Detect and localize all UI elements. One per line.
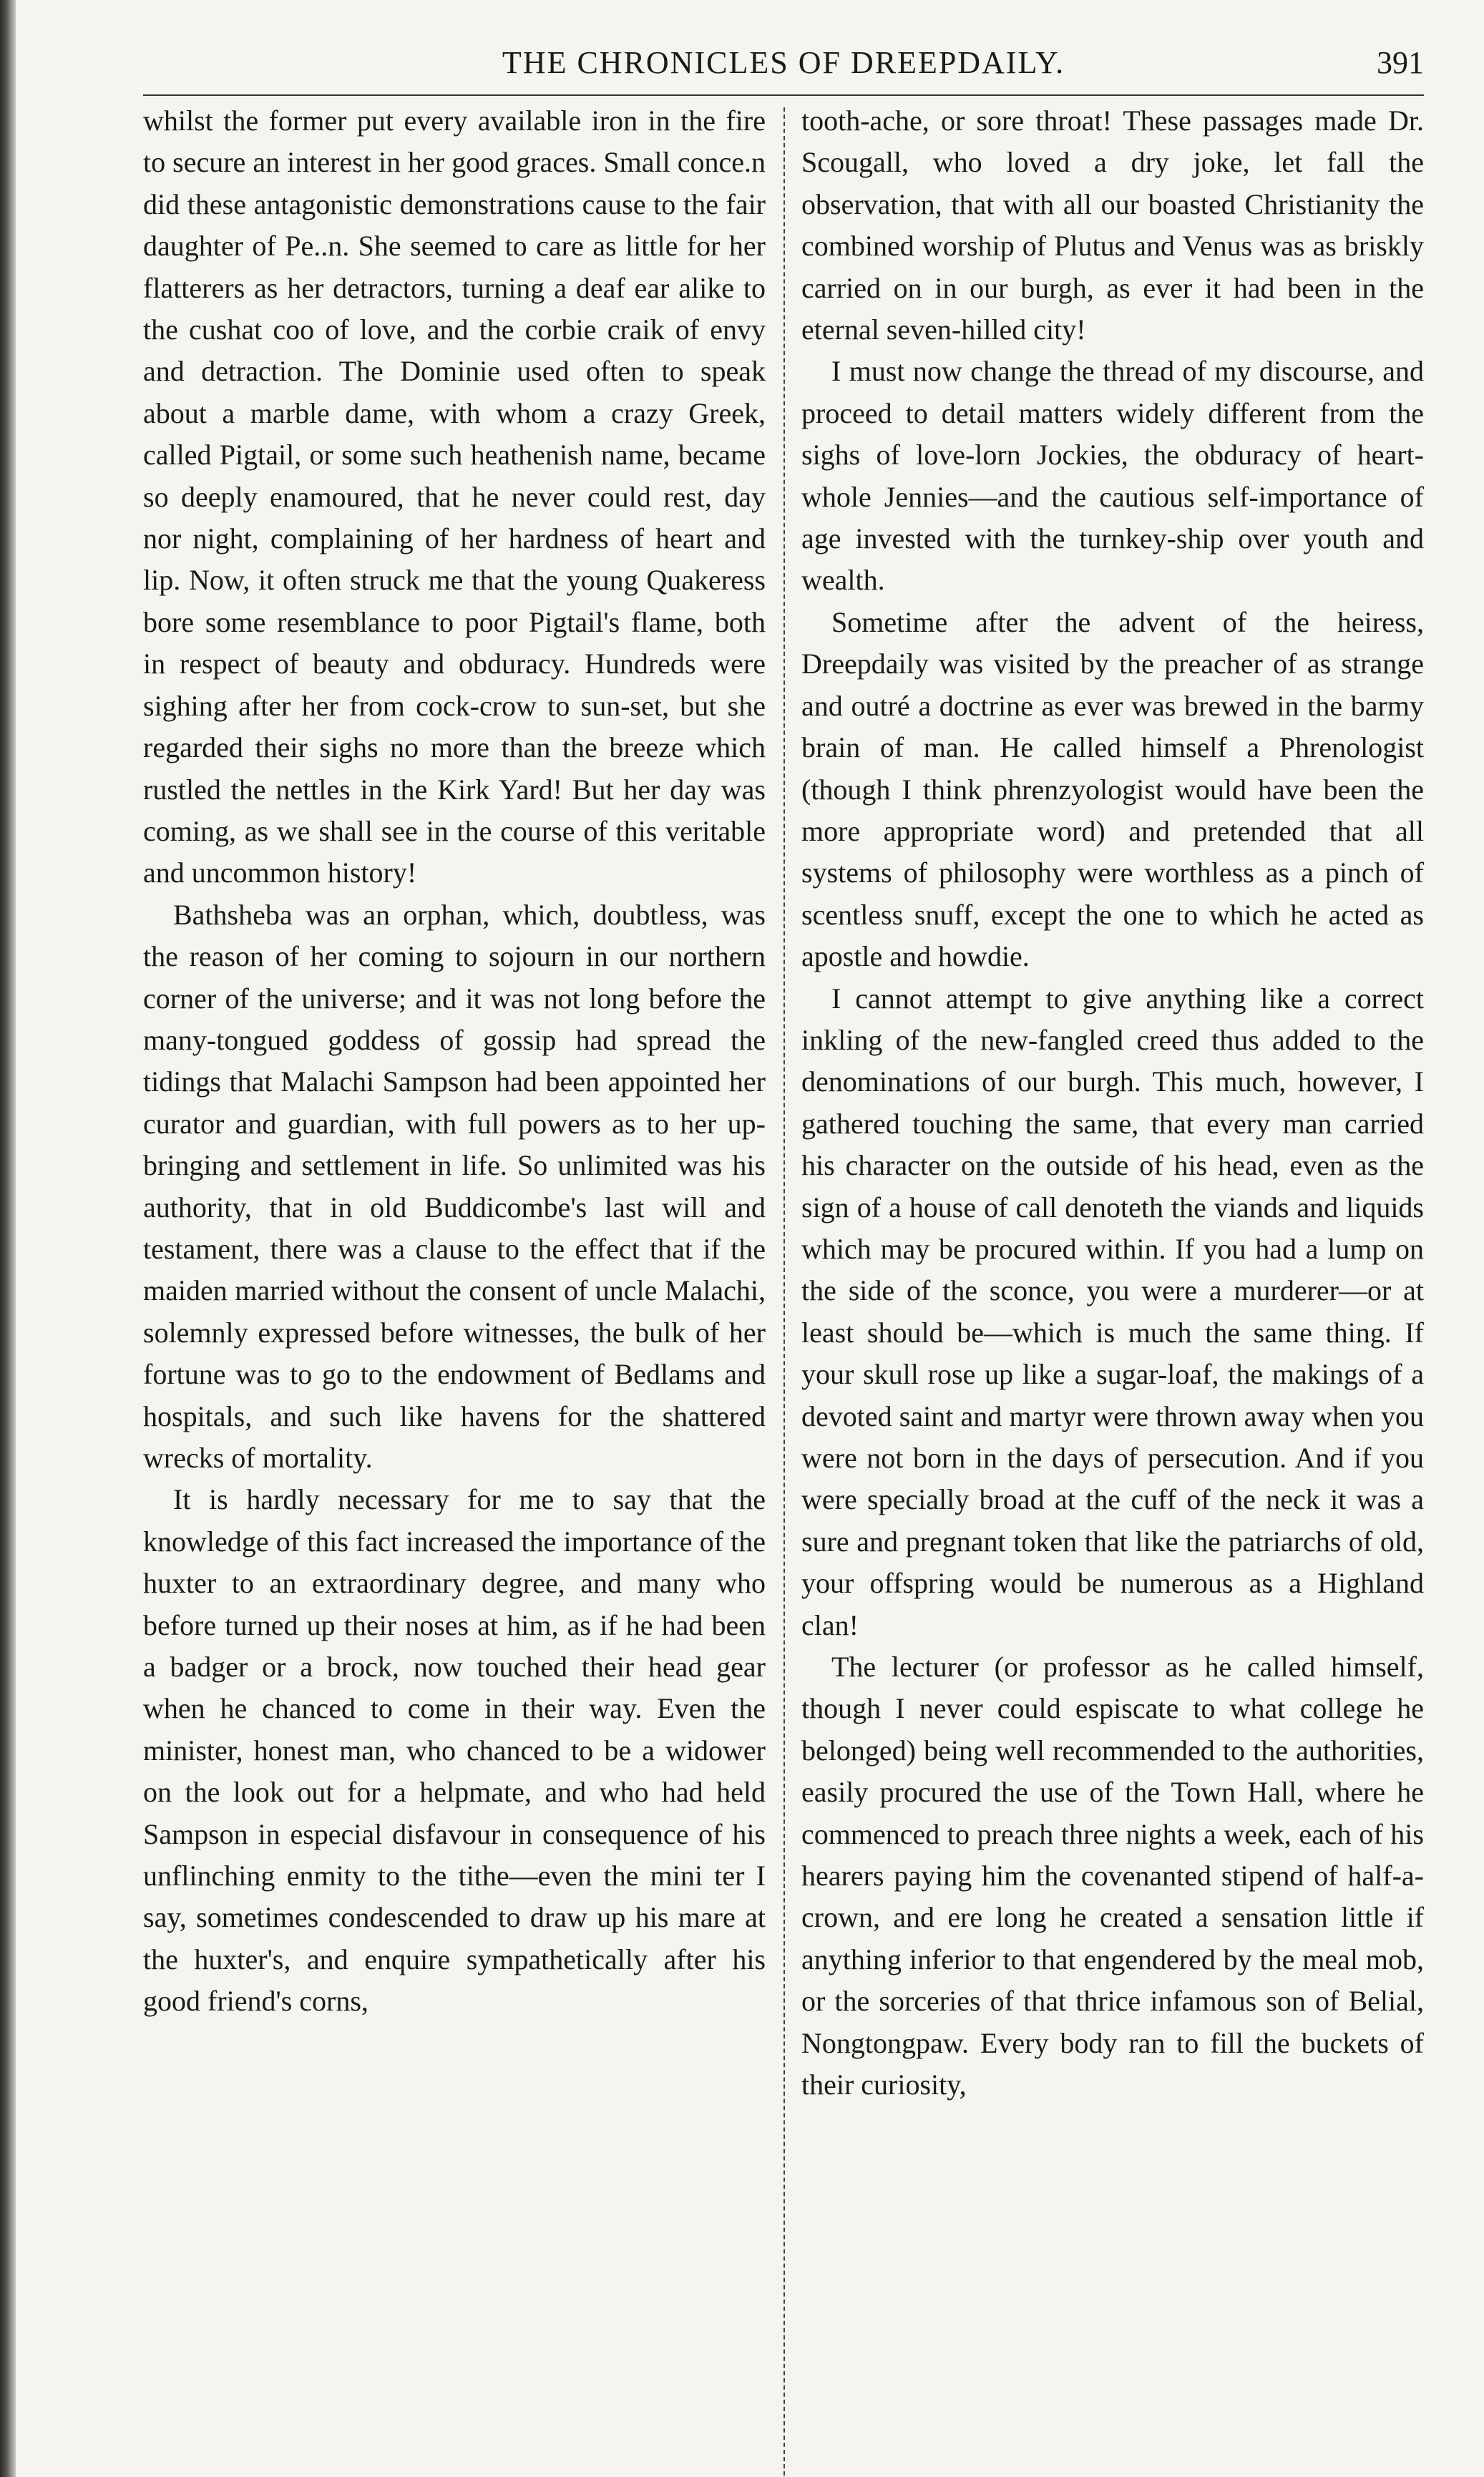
paragraph: I cannot attempt to give anything like a correct inkling of the new-fangled creed thus added to the denominations of our burgh. This much, however, I gathered touching the same, that every man carried his character on the outside of his head, even as the sign of a house of call denoteth the viands and liquids which may be procured within. If you had a lump on the side of the sconce, you were a murderer—or at least should be—which is much the same thing. If your skull rose up like a sugar-loaf, the makings of a devoted saint and martyr were thrown away when you were not born in the days of persecution. And if you were specially broad at the cuff of the neck it was a sure and pregnant token that like the patriarchs of old, your offspring would be numerous as a Highland clan! — [801, 982, 1424, 1641]
page-header — [143, 44, 1424, 96]
column-divider — [784, 107, 785, 2476]
paragraph: The lecturer (or professor as he called himself, though I never could espiscate to what college he belonged) being well recommended to the authorities, easily procured the use of the Town Hall, where he commenced to preach three nights a week, each of his hearers paying him the covenanted stipend of half-a-crown, and ere long he created a sensation little if anything inferior to that engendered by the meal mob, or the sorceries of that thrice infamous son of Belial, Nongtongpaw. Every body ran to fill the buckets of their curiosity, — [801, 1651, 1424, 2101]
page-binding-edge — [0, 0, 16, 2477]
paragraph: whilst the former put every available iron in the fire to secure an interest in her good graces. Small conce.n did these antagonistic demonstrations cause to the fair daughter of Pe..n. She seemed to care as little for her flatterers as her detractors, turning a deaf ear alike to the cushat coo of love, and the corbie craik of envy and detraction. The Dominie used often to speak about a marble dame, with whom a crazy Greek, called Pigtail, or some such heathenish name, became so deeply enamoured, that he never could rest, day nor night, complaining of her hardness of heart and lip. Now, it often struck me that the young Quakeress bore some resemblance to poor Pigtail's flame, both in respect of beauty and obduracy. Hundreds were sighing after her from cock-crow to sun-set, but she regarded their sighs no more than the breeze which rustled the nettles in the Kirk Yard! But her day was coming, as we shall see in the course of this veritable and uncommon history! — [143, 104, 766, 889]
running-title: THE CHRONICLES OF DREEPDAILY. — [502, 45, 1065, 80]
paragraph: Sometime after the advent of the heiress, Dreepdaily was visited by the preacher of as strange and outré a doctrine as ever was brewed in the barmy brain of man. He called himself a Phrenologist (though I think phrenzyologist would have been the more appropriate word) and pretended that all systems of philosophy were worthless as a pinch of scentless snuff, except the one to which he acted as apostle and howdie. — [801, 605, 1424, 973]
paragraph: tooth-ache, or sore throat! These passages made Dr. Scougall, who loved a dry joke, let fall the observation, that with all our boasted Christianity the combined worship of Plutus and Venus was as briskly carried on in our burgh, as ever it had been in the eternal seven-hilled city! — [801, 104, 1424, 346]
right-column — [801, 100, 1424, 2106]
page-number: 391 — [1377, 45, 1424, 80]
paragraph: Bathsheba was an orphan, which, doubtless, was the reason of her coming to sojourn in our northern corner of the universe; and it was not long before the many-tongued goddess of gossip had spread the tidings that Malachi Sampson had been appointed her curator and guardian, with full powers as to her up-bringing and settlement in life. So unlimited was his authority, that in old Buddicombe's last will and testament, there was a clause to the effect that if the maiden married without the consent of uncle Malachi, solemnly expressed before witnesses, the bulk of her fortune was to go to the endowment of Bedlams and hospitals, and such like havens for the shattered wrecks of mortality. — [143, 898, 766, 1474]
paragraph: It is hardly necessary for me to say that the knowledge of this fact increased the importance of the huxter to an extraordinary degree, and many who before turned up their noses at him, as if he had been a badger or a brock, now touched their head gear when he chanced to come in their way. Even the minister, honest man, who chanced to be a widower on the look out for a helpmate, and who had held Sampson in especial disfavour in consequence of his unflinching enmity to the tithe—even the mini ter I say, sometimes condescended to draw up his mare at the huxter's, and enquire sympathetically after his good friend's corns, — [143, 1483, 766, 2018]
paragraph: I must now change the thread of my discourse, and proceed to detail matters widely different from the sighs of love-lorn Jockies, the obduracy of heart-whole Jennies—and the cautious self-importance of age invested with the turnkey-ship over youth and wealth. — [801, 355, 1424, 597]
left-column — [143, 100, 766, 2023]
